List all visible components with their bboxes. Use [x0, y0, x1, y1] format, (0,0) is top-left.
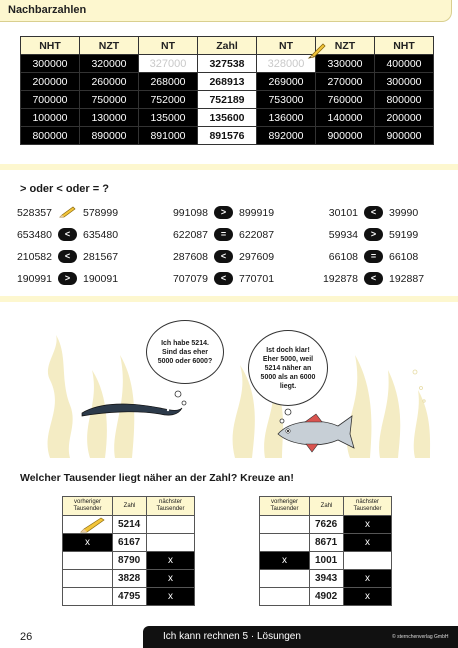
table-row: [63, 570, 195, 588]
col-header: Zahl: [310, 497, 344, 516]
previous-thousand-cell: [63, 516, 113, 534]
col-header: NT: [139, 37, 198, 55]
previous-thousand-cell: [260, 516, 310, 534]
left-number: 707079: [172, 272, 208, 285]
table-row: [21, 109, 434, 127]
page-footer: [0, 626, 458, 648]
col-header: NZT: [316, 37, 375, 55]
table-row: [21, 127, 434, 145]
right-number: 578999: [83, 206, 119, 219]
speech-bubble-eel: [146, 320, 224, 384]
table-cell: 753000: [257, 91, 316, 109]
number-cell: 7626: [310, 516, 344, 534]
left-number: 991098: [172, 206, 208, 219]
table-row: [63, 552, 195, 570]
right-number: 39990: [389, 206, 419, 219]
table-row: [21, 55, 434, 73]
left-number: 190991: [16, 272, 52, 285]
table-cell: 892000: [257, 127, 316, 145]
table-header-row: [260, 497, 392, 516]
bubble-text: Ist doch klar! Eher 5000, weil 5214 näher an 5000 als an 6000 liegt.: [260, 346, 316, 390]
col-header: NZT: [80, 37, 139, 55]
comparison-sign: <: [214, 250, 233, 263]
number-cell: 8790: [113, 552, 147, 570]
compare-item: [162, 228, 285, 241]
left-number: 287608: [172, 250, 208, 263]
comparison-sign: <: [58, 250, 77, 263]
compare-row: [0, 228, 458, 250]
table-cell: 891000: [139, 127, 198, 145]
number-cell: 5214: [113, 516, 147, 534]
comparison-sign: <: [214, 272, 233, 285]
col-header: nächster Tausender: [147, 497, 195, 516]
table-row: [21, 91, 434, 109]
number-cell: 891576: [198, 127, 257, 145]
example-cell: 327000: [139, 55, 198, 73]
table-cell: 100000: [21, 109, 80, 127]
table-row: [260, 516, 392, 534]
table-row: [63, 516, 195, 534]
table-cell: 300000: [375, 73, 434, 91]
number-cell: 327538: [198, 55, 257, 73]
table-cell: 752000: [139, 91, 198, 109]
col-header: Zahl: [113, 497, 147, 516]
seaweed-illustration: [20, 310, 440, 458]
right-number: 59199: [389, 228, 419, 241]
table-header-row: [21, 37, 434, 55]
compare-item: [312, 206, 435, 219]
compare-row: [0, 272, 458, 294]
right-number: 281567: [83, 250, 119, 263]
next-thousand-cell: [147, 516, 195, 534]
page-number: 26: [20, 631, 33, 643]
compare-item: [312, 250, 435, 263]
next-thousand-cell: x: [344, 588, 392, 606]
table-cell: 900000: [375, 127, 434, 145]
previous-thousand-cell: [63, 570, 113, 588]
speech-bubble-fish: [248, 330, 328, 406]
right-number: 297609: [239, 250, 275, 263]
previous-thousand-cell: x: [260, 552, 310, 570]
col-header: Zahl: [198, 37, 257, 55]
col-header: nächster Tausender: [344, 497, 392, 516]
bubble-text: Ich habe 5214. Sind das eher 5000 oder 6000?: [157, 339, 213, 365]
left-number: 528357: [16, 206, 52, 219]
right-number: 192887: [389, 272, 425, 285]
previous-thousand-cell: [260, 588, 310, 606]
table-row: [63, 588, 195, 606]
table-cell: 330000: [316, 55, 375, 73]
number-cell: 752189: [198, 91, 257, 109]
left-number: 622087: [172, 228, 208, 241]
compare-item: [162, 206, 285, 219]
table-cell: 320000: [80, 55, 139, 73]
next-thousand-cell: x: [147, 552, 195, 570]
right-number: 622087: [239, 228, 275, 241]
comparison-sign: >: [58, 272, 77, 285]
number-cell: 135600: [198, 109, 257, 127]
col-header: NT: [257, 37, 316, 55]
table-cell: 800000: [375, 91, 434, 109]
comparison-sign: >: [364, 228, 383, 241]
number-cell: 1001: [310, 552, 344, 570]
right-number: 770701: [239, 272, 275, 285]
previous-thousand-cell: [63, 588, 113, 606]
number-cell: 4902: [310, 588, 344, 606]
next-thousand-cell: x: [344, 516, 392, 534]
number-cell: 3943: [310, 570, 344, 588]
table-row: [63, 534, 195, 552]
right-number: 899919: [239, 206, 275, 219]
col-header: vorheriger Tausender: [260, 497, 310, 516]
next-thousand-cell: [147, 534, 195, 552]
neighbor-numbers-table: [20, 36, 434, 145]
compare-item: [312, 228, 435, 241]
exercise-question: Welcher Tausender liegt näher an der Zahl? Kreuze an!: [20, 472, 294, 484]
number-cell: 6167: [113, 534, 147, 552]
compare-row: [0, 206, 458, 228]
table-row: [21, 73, 434, 91]
next-thousand-cell: x: [344, 570, 392, 588]
col-header: NHT: [375, 37, 434, 55]
compare-exercise: [0, 206, 458, 294]
next-thousand-cell: x: [147, 588, 195, 606]
example-cell: 328000: [257, 55, 316, 73]
thousands-table-right: [259, 496, 392, 606]
previous-thousand-cell: [260, 534, 310, 552]
next-thousand-cell: x: [344, 534, 392, 552]
next-thousand-cell: [344, 552, 392, 570]
comparison-sign: =: [364, 250, 383, 263]
pencil-icon: [58, 206, 77, 219]
table-cell: 750000: [80, 91, 139, 109]
comparison-sign: >: [214, 206, 233, 219]
table-cell: 200000: [21, 73, 80, 91]
fish-illustration: [278, 414, 354, 452]
table-cell: 800000: [21, 127, 80, 145]
table-cell: 140000: [316, 109, 375, 127]
left-number: 30101: [328, 206, 358, 219]
compare-item: [162, 250, 285, 263]
book-title: Ich kann rechnen 5 · Lösungen: [163, 631, 301, 642]
number-cell: 4795: [113, 588, 147, 606]
table-cell: 760000: [316, 91, 375, 109]
right-number: 66108: [389, 250, 419, 263]
table-cell: 700000: [21, 91, 80, 109]
next-thousand-cell: x: [147, 570, 195, 588]
header-title: Nachbarzahlen: [8, 4, 87, 16]
compare-item: [312, 272, 435, 285]
section-divider: [0, 164, 458, 170]
pencil-icon: [305, 40, 327, 62]
pencil-icon: [77, 516, 107, 534]
left-number: 66108: [328, 250, 358, 263]
table-row: [260, 534, 392, 552]
table-cell: 269000: [257, 73, 316, 91]
table-cell: 260000: [80, 73, 139, 91]
table-cell: 300000: [21, 55, 80, 73]
table-cell: 135000: [139, 109, 198, 127]
table-row: [260, 588, 392, 606]
compare-item: [162, 272, 285, 285]
table-cell: 900000: [316, 127, 375, 145]
col-header: NHT: [21, 37, 80, 55]
table-cell: 130000: [80, 109, 139, 127]
table-cell: 200000: [375, 109, 434, 127]
table-row: [260, 570, 392, 588]
thousands-table-left: [62, 496, 195, 606]
table-cell: 890000: [80, 127, 139, 145]
left-number: 59934: [328, 228, 358, 241]
left-number: 192878: [322, 272, 358, 285]
section-divider: [0, 296, 458, 302]
comparison-sign: <: [364, 206, 383, 219]
compare-item: [6, 206, 129, 219]
table-header-row: [63, 497, 195, 516]
comparison-sign: =: [214, 228, 233, 241]
table-cell: 268000: [139, 73, 198, 91]
table-cell: 270000: [316, 73, 375, 91]
comparison-sign: <: [364, 272, 383, 285]
previous-thousand-cell: x: [63, 534, 113, 552]
right-number: 635480: [83, 228, 119, 241]
compare-item: [6, 250, 129, 263]
compare-title: > oder < oder = ?: [20, 183, 109, 195]
table-row: [260, 552, 392, 570]
number-cell: 268913: [198, 73, 257, 91]
previous-thousand-cell: [63, 552, 113, 570]
copyright: © sternchenverlag GmbH: [392, 634, 449, 640]
previous-thousand-cell: [260, 570, 310, 588]
col-header: vorheriger Tausender: [63, 497, 113, 516]
compare-row: [0, 250, 458, 272]
comparison-sign: <: [58, 228, 77, 241]
table-cell: 136000: [257, 109, 316, 127]
underwater-scene: [20, 310, 440, 458]
number-cell: 3828: [113, 570, 147, 588]
right-number: 190091: [83, 272, 119, 285]
left-number: 210582: [16, 250, 52, 263]
compare-item: [6, 272, 129, 285]
left-number: 653480: [16, 228, 52, 241]
compare-item: [6, 228, 129, 241]
table-cell: 400000: [375, 55, 434, 73]
number-cell: 8671: [310, 534, 344, 552]
header-tab: [0, 0, 452, 22]
